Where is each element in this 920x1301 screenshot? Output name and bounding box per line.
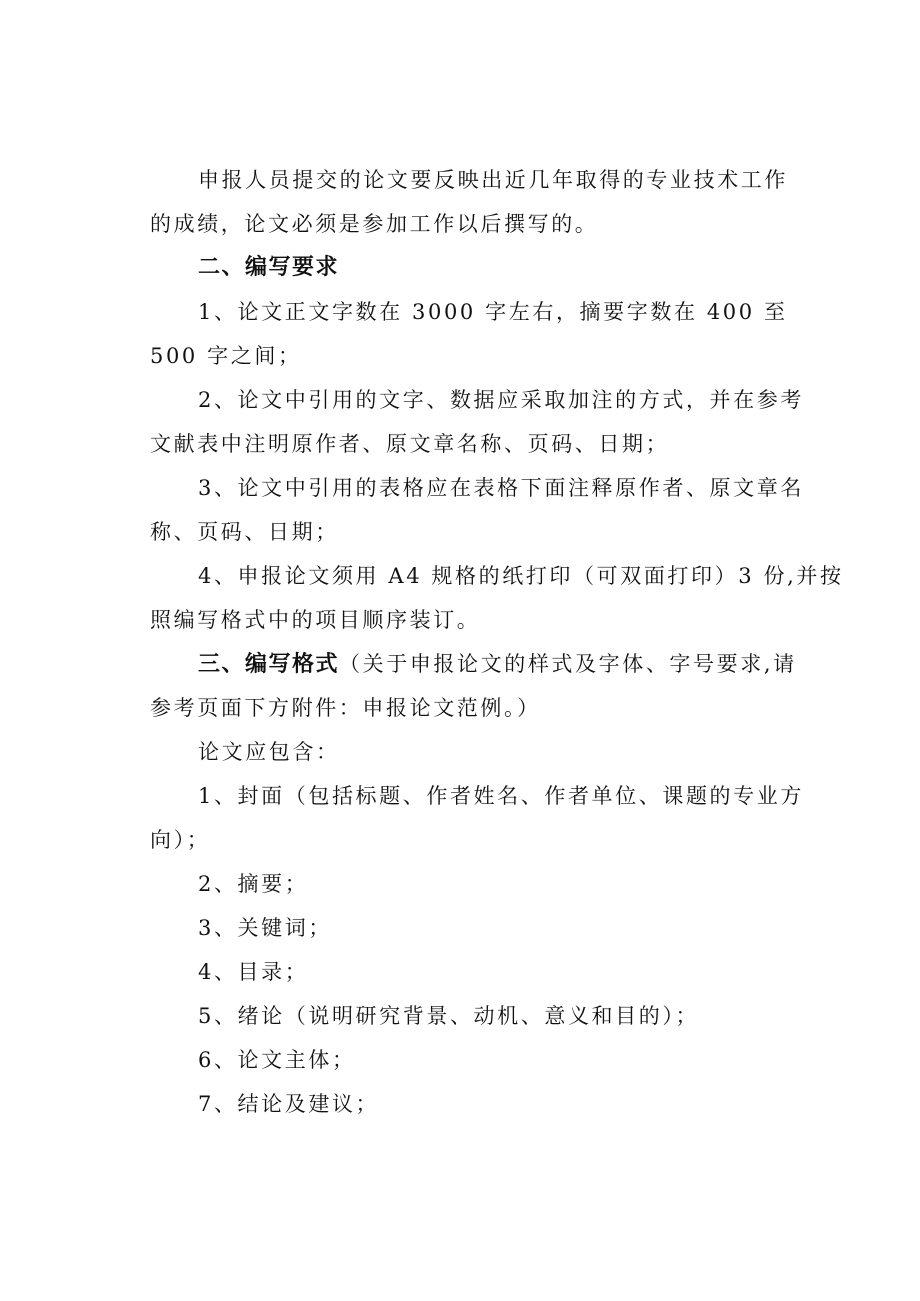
intro-line-2: 的成绩，论文必须是参加工作以后撰写的。 [150, 212, 599, 236]
requirement-2-line-1: 2、论文中引用的文字、数据应采取加注的方式，并在参考 [198, 388, 804, 412]
item-3: 3、关键词； [198, 916, 332, 940]
item-2: 2、摘要； [198, 872, 309, 896]
intro-line-1: 申报人员提交的论文要反映出近几年取得的专业技术工作 [198, 168, 788, 192]
requirement-3-line-2: 称、页码、日期； [150, 520, 339, 544]
requirement-3-line-1: 3、论文中引用的表格应在表格下面注释原作者、原文章名 [198, 476, 804, 500]
item-1-line-1: 1、封面（包括标题、作者姓名、作者单位、课题的专业方 [198, 784, 804, 808]
requirement-1-line-2: 500 字之间； [150, 344, 302, 368]
item-4: 4、目录； [198, 960, 309, 984]
section-3-note-line-2: 参考页面下方附件：申报论文范例。） [150, 696, 541, 720]
section-3-heading: 三、编写格式 [198, 652, 340, 677]
item-7: 7、结论及建议； [198, 1092, 380, 1116]
item-1-line-2: 向）； [150, 828, 211, 852]
requirement-4-line-2: 照编写格式中的项目顺序装订。 [150, 608, 481, 632]
requirement-2-line-2: 文献表中注明原作者、原文章名称、页码、日期； [150, 432, 670, 456]
contains-label: 论文应包含： [198, 740, 340, 764]
item-5: 5、绪论（说明研究背景、动机、意义和目的）； [198, 1004, 700, 1028]
section-3-heading-line [198, 649, 858, 680]
section-2-heading: 二、编写要求 [198, 255, 340, 280]
requirement-1-line-1: 1、论文正文字数在 3000 字左右，摘要字数在 400 至 [198, 300, 788, 324]
requirement-4-line-1: 4、申报论文须用 A4 规格的纸打印（可双面打印）3 份,并按 [198, 564, 844, 588]
item-6: 6、论文主体； [198, 1048, 356, 1072]
section-3-note: （关于申报论文的样式及字体、字号要求,请 [339, 652, 797, 676]
